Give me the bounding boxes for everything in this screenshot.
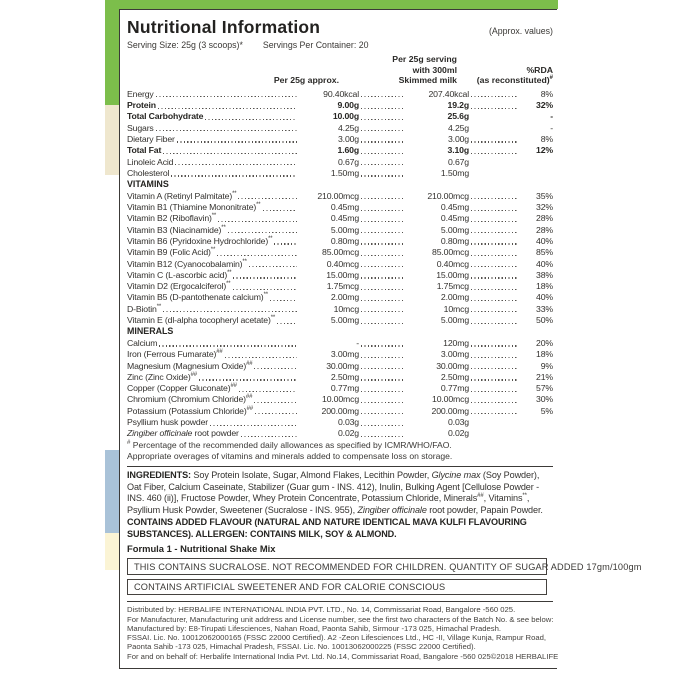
- dot-leader: [361, 300, 403, 301]
- strip-blue: [105, 450, 119, 533]
- dot-leader: [361, 368, 403, 369]
- dot-leader: [471, 413, 517, 414]
- dot-leader: [239, 391, 297, 392]
- dot-leader: [361, 345, 403, 346]
- nutrient-row: [127, 372, 553, 383]
- value-with-milk: 0.40mcg: [436, 258, 469, 269]
- nutrient-row: [127, 134, 553, 145]
- dot-leader: [199, 379, 297, 380]
- dot-leader: [471, 96, 517, 97]
- dot-leader: [471, 300, 517, 301]
- value-with-milk: 19.2g: [447, 100, 469, 111]
- value-rda: 30%: [536, 394, 553, 405]
- value-rda: 9%: [540, 360, 553, 371]
- value-per-25g: 0.77mg: [330, 383, 359, 394]
- value-rda: -: [550, 122, 553, 133]
- nutrient-name: Sugars: [127, 122, 154, 133]
- footnote: Appropriate overages of vitamins and minerals added to compensate loss on storage.: [127, 450, 453, 461]
- dot-leader: [218, 221, 297, 222]
- nutrient-row: [127, 292, 553, 303]
- dot-leader: [233, 289, 298, 290]
- value-with-milk: 210.00mcg: [427, 190, 469, 201]
- dot-leader: [361, 289, 403, 290]
- dot-leader: [156, 96, 297, 97]
- dot-leader: [225, 357, 297, 358]
- dot-leader: [270, 300, 297, 301]
- dot-leader: [361, 164, 403, 165]
- value-rda: 35%: [536, 190, 553, 201]
- dot-leader: [277, 323, 297, 324]
- dot-leader: [361, 198, 403, 199]
- value-per-25g: 200.00mg: [321, 405, 359, 416]
- value-per-25g: 0.67g: [338, 156, 359, 167]
- servings-per-container: Servings Per Container: 20: [262, 40, 369, 50]
- value-with-milk: 3.10g: [447, 145, 469, 156]
- footer: [127, 605, 559, 661]
- value-rda: 32%: [536, 100, 553, 111]
- value-per-25g: 85.00mcg: [322, 247, 359, 258]
- dot-leader: [471, 277, 517, 278]
- value-per-25g: 4.25g: [338, 122, 359, 133]
- value-rda: 38%: [536, 269, 553, 280]
- nutrient-name: Vitamin B6 (Pyridoxine Hydrochloride)**: [127, 235, 273, 246]
- value-per-25g: 0.40mcg: [326, 258, 359, 269]
- value-rda: 40%: [536, 235, 553, 246]
- value-per-25g: 0.02g: [338, 428, 359, 439]
- nutrient-row: [127, 315, 553, 326]
- nutrient-name: Vitamin B9 (Folic Acid)**: [127, 247, 216, 258]
- value-rda: 18%: [536, 349, 553, 360]
- value-per-25g: 90.40kcal: [323, 88, 359, 99]
- warning-box: THIS CONTAINS SUCRALOSE. NOT RECOMMENDED FOR CHILDREN. QUANTITY OF SUGAR ADDED 17gm/100gm: [127, 558, 547, 575]
- value-rda: 85%: [536, 247, 553, 258]
- dot-leader: [471, 311, 517, 312]
- dot-leader: [254, 402, 297, 403]
- nutrient-name: Dietary Fiber: [127, 133, 175, 144]
- value-per-25g: 210.00mcg: [317, 190, 359, 201]
- value-with-milk: 2.50mg: [440, 371, 469, 382]
- dot-leader: [361, 96, 403, 97]
- col-header-milk: Per 25g serving with 300ml Skimmed milk: [392, 54, 457, 86]
- nutrient-row: [127, 394, 553, 405]
- nutrient-name: Vitamin B12 (Cyanocobalamin)**: [127, 258, 247, 269]
- label-edge-strip: [105, 9, 119, 570]
- column-headers: [127, 54, 553, 86]
- nutrient-name: Vitamin C (L-ascorbic acid)**: [127, 269, 232, 280]
- value-per-25g: 30.00mg: [326, 360, 359, 371]
- nutrient-name: Vitamin D2 (Ergocalciferol)**: [127, 281, 231, 292]
- dot-leader: [361, 221, 403, 222]
- value-with-milk: 5.00mg: [440, 224, 469, 235]
- value-rda: 20%: [536, 337, 553, 348]
- dot-leader: [471, 243, 517, 244]
- nutrient-name: Magnesium (Magnesium Oxide)##: [127, 360, 253, 371]
- dot-leader: [228, 232, 297, 233]
- nutrient-row: [127, 406, 553, 417]
- dot-leader: [254, 368, 297, 369]
- value-per-25g: 1.60g: [337, 145, 359, 156]
- footer-line: For Manufacturer, Manufacturing unit address and License number, see the first two characters of the Batch No. & see below:: [127, 614, 554, 624]
- nutrient-name: D-Biotin**: [127, 303, 162, 314]
- dot-leader: [471, 232, 517, 233]
- value-per-25g: 2.00mg: [330, 292, 359, 303]
- footer-line: [127, 651, 559, 661]
- value-per-25g: 5.00mg: [330, 224, 359, 235]
- value-rda: 40%: [536, 292, 553, 303]
- value-per-25g: 3.00g: [338, 133, 359, 144]
- dot-leader: [163, 311, 297, 312]
- dot-leader: [210, 425, 297, 426]
- nutrient-row: [127, 213, 553, 224]
- nutrient-row: [127, 417, 553, 428]
- value-per-25g: 5.00mg: [330, 315, 359, 326]
- dot-leader: [361, 119, 403, 120]
- value-rda: 5%: [540, 405, 553, 416]
- value-rda: 28%: [536, 224, 553, 235]
- dot-leader: [361, 425, 403, 426]
- value-with-milk: 0.45mg: [440, 202, 469, 213]
- value-per-25g: 3.00mg: [330, 349, 359, 360]
- nutrient-row: [127, 168, 553, 179]
- dot-leader: [361, 266, 403, 267]
- nutrient-name: Vitamin B1 (Thiamine Mononitrate)**: [127, 202, 261, 213]
- value-with-milk: 0.45mg: [440, 213, 469, 224]
- col-header-per25g: Per 25g approx.: [273, 75, 339, 86]
- strip-yellow: [105, 533, 119, 570]
- value-with-milk: 85.00mcg: [432, 247, 469, 258]
- strip-gap: [105, 175, 119, 450]
- dot-leader: [217, 255, 297, 256]
- dot-leader: [361, 141, 403, 142]
- dot-leader: [471, 198, 517, 199]
- dot-leader: [361, 243, 403, 244]
- footer-line: Paonta Sahib -173 025, Himachal Pradesh, FSSAI. Lic. No. 10013062000225 (FSSC 22000 Certified).: [127, 642, 476, 652]
- dot-leader: [158, 108, 297, 109]
- value-per-25g: 0.45mg: [330, 202, 359, 213]
- dot-leader: [471, 323, 517, 324]
- nutrient-name: Vitamin B2 (Riboflavin)**: [127, 213, 217, 224]
- nutrient-name: Protein: [127, 100, 156, 111]
- dot-leader: [471, 379, 517, 380]
- nutrient-row: [127, 361, 553, 372]
- value-rda: 12%: [536, 145, 553, 156]
- dot-leader: [249, 266, 297, 267]
- dot-leader: [361, 210, 403, 211]
- nutrient-row: [127, 89, 553, 100]
- dot-leader: [471, 153, 517, 154]
- strip-green: [105, 9, 119, 105]
- nutrient-name: Calcium: [127, 337, 158, 348]
- warning-boxes: [127, 558, 642, 595]
- value-with-milk: 0.03g: [448, 416, 469, 427]
- value-rda: 8%: [540, 133, 553, 144]
- dot-leader: [471, 108, 517, 109]
- nutrient-row: [127, 123, 553, 134]
- dot-leader: [274, 243, 297, 244]
- dot-leader: [241, 436, 297, 437]
- divider-rule-footer: [127, 601, 553, 602]
- value-per-25g: 9.00g: [337, 100, 359, 111]
- value-with-milk: 1.50mg: [440, 167, 469, 178]
- col-header-rda: %RDA (as reconstituted)#: [476, 64, 553, 86]
- footer-line: Manufactured by: E8-Tirupati Lifesciences, Nahan Road, Paonta Sahib, Sirmour -173 025, Himachal Pradesh.: [127, 623, 502, 633]
- footnotes: [127, 440, 553, 462]
- nutrient-name: Energy: [127, 88, 154, 99]
- nutrition-panel: [119, 9, 642, 669]
- nutrient-row: [127, 270, 553, 281]
- dot-leader: [159, 345, 297, 346]
- footer-line: Distributed by: HERBALIFE INTERNATIONAL INDIA PVT. LTD., No. 14, Commissariat Road, Bangalore -560 025.: [127, 605, 516, 615]
- dot-leader: [233, 277, 297, 278]
- value-per-25g: 0.45mg: [330, 213, 359, 224]
- nutrient-name: Vitamin B3 (Niacinamide)**: [127, 224, 226, 235]
- value-per-25g: 1.50mg: [330, 167, 359, 178]
- value-rda: 28%: [536, 213, 553, 224]
- value-per-25g: 10.00g: [332, 111, 359, 122]
- dot-leader: [171, 175, 297, 176]
- serving-size: Serving Size: 25g (3 scoops)*: [127, 40, 243, 50]
- dot-leader: [205, 119, 297, 120]
- value-with-milk: 0.67g: [448, 156, 469, 167]
- value-with-milk: 10mcg: [443, 303, 469, 314]
- nutrition-table: [127, 89, 553, 440]
- value-rda: -: [550, 111, 553, 122]
- formula-line: Formula 1 - Nutritional Shake Mix: [127, 543, 276, 555]
- dot-leader: [263, 210, 298, 211]
- dot-leader: [163, 153, 297, 154]
- value-per-25g: 0.80mg: [330, 235, 359, 246]
- dot-leader: [361, 402, 403, 403]
- value-rda: 18%: [536, 281, 553, 292]
- dot-leader: [471, 266, 517, 267]
- value-with-milk: 207.40kcal: [428, 88, 469, 99]
- dot-leader: [156, 130, 297, 131]
- dot-leader: [361, 323, 403, 324]
- section-header: MINERALS: [127, 326, 174, 337]
- nutrient-row: [127, 338, 553, 349]
- value-with-milk: 15.00mg: [436, 269, 469, 280]
- value-rda: 32%: [536, 202, 553, 213]
- serving-info: [127, 40, 553, 50]
- nutrient-row: [127, 304, 553, 315]
- value-per-25g: 1.75mcg: [326, 281, 359, 292]
- nutrient-name: Psyllium husk powder: [127, 416, 209, 427]
- dot-leader: [471, 289, 517, 290]
- dot-leader: [361, 311, 403, 312]
- nutrient-name: Zingiber officinale root powder: [127, 428, 239, 439]
- value-with-milk: 0.80mg: [440, 235, 469, 246]
- value-rda: 40%: [536, 258, 553, 269]
- nutrient-row: [127, 100, 553, 111]
- nutrient-name: Linoleic Acid: [127, 156, 174, 167]
- nutrient-row: [127, 428, 553, 439]
- value-rda: 50%: [536, 315, 553, 326]
- dot-leader: [471, 368, 517, 369]
- value-per-25g: 10mcg: [333, 303, 359, 314]
- nutrient-row: [127, 202, 553, 213]
- value-with-milk: 2.00mg: [440, 292, 469, 303]
- nutrient-name: Total Carbohydrate: [127, 111, 204, 122]
- value-per-25g: 0.03g: [338, 416, 359, 427]
- nutrient-name: Potassium (Potassium Chloride)##: [127, 405, 253, 416]
- nutrient-row: [127, 259, 553, 270]
- nutrient-name: Cholesterol: [127, 167, 170, 178]
- dot-leader: [361, 413, 403, 414]
- dot-leader: [361, 130, 403, 131]
- nutrient-row: [127, 349, 553, 360]
- dot-leader: [471, 141, 517, 142]
- divider-rule-ingredients: [127, 466, 553, 467]
- dot-leader: [177, 141, 297, 142]
- value-with-milk: 3.00mg: [440, 349, 469, 360]
- dot-leader: [361, 391, 403, 392]
- value-with-milk: 200.00mg: [431, 405, 469, 416]
- value-rda: 33%: [536, 303, 553, 314]
- dot-leader: [361, 175, 403, 176]
- value-with-milk: 0.77mg: [440, 383, 469, 394]
- product-label: [105, 0, 642, 669]
- nutrient-row: [127, 225, 553, 236]
- nutrient-row: [127, 383, 553, 394]
- dot-leader: [471, 210, 517, 211]
- section-header: VITAMINS: [127, 179, 169, 190]
- dot-leader: [471, 357, 517, 358]
- nutrient-name: Total Fat: [127, 145, 162, 156]
- value-with-milk: 0.02g: [448, 428, 469, 439]
- nutrient-row: [127, 191, 553, 202]
- value-per-25g: 10.00mcg: [322, 394, 359, 405]
- approx-values-note: (Approx. values): [488, 26, 553, 36]
- nutrient-name: Copper (Copper Gluconate)##: [127, 383, 237, 394]
- value-per-25g: 15.00mg: [326, 269, 359, 280]
- nutrient-name: Vitamin B5 (D-pantothenate calcium)**: [127, 292, 268, 303]
- strip-cream: [105, 105, 119, 175]
- value-with-milk: 5.00mg: [440, 315, 469, 326]
- dot-leader: [361, 436, 403, 437]
- value-per-25g: 2.50mg: [330, 371, 359, 382]
- value-rda: 8%: [540, 88, 553, 99]
- footer-last-text: For and on behalf of: Herbalife International India Pvt. Ltd. No.14, Commissariat Road, Bangalore -560 025: [127, 651, 491, 661]
- nutrient-name: Iron (Ferrous Fumarate)##: [127, 349, 223, 360]
- value-with-milk: 10.00mcg: [432, 394, 469, 405]
- nutrient-row: [127, 145, 553, 156]
- nutrient-row: [127, 281, 553, 292]
- value-rda: 21%: [536, 371, 553, 382]
- value-with-milk: 30.00mg: [436, 360, 469, 371]
- nutrient-name: Zinc (Zinc Oxide)##: [127, 371, 197, 382]
- footnote: # Percentage of the recommended daily allowances as specified by ICMR/WHO/FAO.: [127, 439, 452, 450]
- warning-box: CONTAINS ARTIFICIAL SWEETENER AND FOR CALORIE CONSCIOUS: [127, 579, 547, 596]
- dot-leader: [361, 108, 403, 109]
- footer-line: FSSAI. Lic. No. 10012062000165 (FSSC 22000 Certified). A2 -Zeon Lifesciences Ltd., HC -II, Village Kunja, Rampur Road,: [127, 633, 547, 643]
- dot-leader: [175, 164, 297, 165]
- dot-leader: [471, 255, 517, 256]
- dot-leader: [471, 221, 517, 222]
- value-with-milk: 1.75mcg: [436, 281, 469, 292]
- value-with-milk: 3.00g: [448, 133, 469, 144]
- dot-leader: [361, 357, 403, 358]
- value-with-milk: 4.25g: [448, 122, 469, 133]
- value-per-25g: -: [356, 337, 359, 348]
- nutrient-name: Vitamin A (Retinyl Palmitate)**: [127, 190, 237, 201]
- panel-title-row: [127, 17, 553, 38]
- dot-leader: [361, 379, 403, 380]
- dot-leader: [238, 198, 297, 199]
- top-green-bar: [105, 0, 558, 9]
- dot-leader: [471, 345, 517, 346]
- dot-leader: [361, 277, 403, 278]
- dot-leader: [471, 402, 517, 403]
- value-with-milk: 120mg: [443, 337, 469, 348]
- dot-leader: [361, 153, 403, 154]
- dot-leader: [361, 232, 403, 233]
- nutrient-name: Chromium (Chromium Chloride)##: [127, 394, 253, 405]
- nutrient-row: [127, 157, 553, 168]
- value-with-milk: 25.6g: [447, 111, 469, 122]
- nutrient-row: [127, 111, 553, 122]
- value-rda: 57%: [536, 383, 553, 394]
- nutrient-name: Vitamin E (dl-alpha tocopheryl acetate)**: [127, 315, 276, 326]
- nutrient-row: [127, 236, 553, 247]
- dot-leader: [361, 255, 403, 256]
- dot-leader: [471, 391, 517, 392]
- nutrient-row: [127, 247, 553, 258]
- panel-title: Nutritional Information: [127, 17, 321, 37]
- dot-leader: [255, 413, 297, 414]
- copyright: ©2018 HERBALIFE: [490, 651, 559, 661]
- ingredients-paragraph: INGREDIENTS: Soy Protein Isolate, Sugar, Almond Flakes, Lecithin Powder, Glycine max (Soy Powder), Oat Fiber, Calcium Caseinate, Stabilizer (Guar gum - INS. 412), Inulin, Bulking Agent [Cellulose Powder - INS. 460 (ii)], Fructose Powder, Whey Protein Concentrate, Potassium Chloride, Minerals##, Vitamins**, Psyllium Husk Powder, Sweetener (Sucralose - INS. 955), Zingiber officinale root powder, Papain Powder. CONTAINS ADDED FLAVOUR (NATURAL AND NATURE IDENTICAL MAVA KULFI FLAVOURING SUBSTANCES). ALLERGEN: CONTAINS MILK, SOY & ALMOND.: [127, 469, 543, 539]
